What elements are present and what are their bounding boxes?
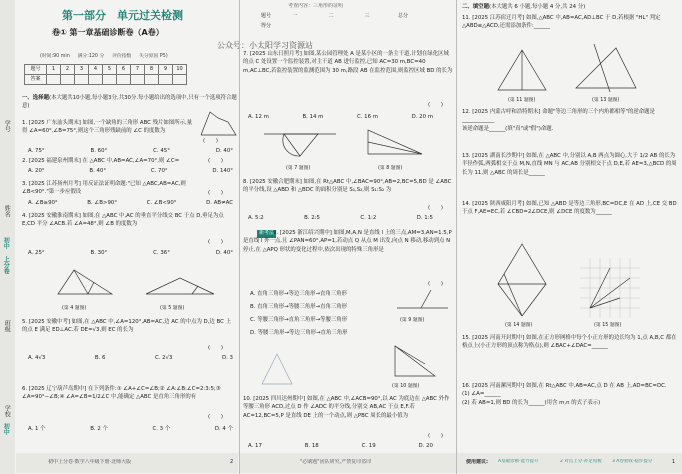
q1-bracket: ( ) <box>203 138 218 144</box>
q9-text: 9. [2025 浙江绍兴期中] 如图,M,A,N 是直线 l 上的三点,AM=3,AN=1.5,P 是直线 l 外一点,且 ∠PAN=60°,AP=1,若动点 Q 从点 M 出发,向点 N 移动,移动到点 N 停止,在 △APQ 形状的变化过程中,依次出现的特殊三角形是 <box>243 230 452 253</box>
q7-option: C. 16 m <box>356 114 378 120</box>
q1-option: B. 60° <box>90 148 108 154</box>
q1-text: 1. [2025 广东汕头期末] 如图,一个缺角的三角形 ABC 残片如图所示,量得 ∠A=60°,∠B=75°,则这个三角形残缺前的 ∠C 的度数为 <box>22 120 193 135</box>
q7-option: A. 12 m <box>248 114 269 120</box>
q5-option: D. 3 <box>221 355 233 361</box>
q9-option-d: D. 等腰三角形→等边三角形→直角三角形 <box>250 330 348 336</box>
fig11-caption: (第 11 题图) <box>508 98 536 103</box>
q5-option: A. 4√3 <box>28 355 46 361</box>
q15-stem: 15. [2025 河南开封期中] 如图,在正方形网格中每个小正方形的边长均为 1,点 A,B,C 都在格点上(小正方形的顶点称为格点),则 ∠BAC+∠DAC= <box>462 335 677 350</box>
q7-bracket: ( ) <box>428 102 443 108</box>
q5-bracket: ( ) <box>208 345 223 351</box>
q3-option: C. ∠B<90° <box>146 200 177 206</box>
q8-figure <box>360 124 430 160</box>
q16-stem: 16. [2025 河南漯河期中] 如图,在 Rt△ABC 中,AB=AC,点 D 在 AB 上,AD=BC=DC. <box>462 383 667 389</box>
q4-option: C. 36° <box>153 250 170 256</box>
exam-info: (时间:90 min 满分:120 分 评价指数 失分原因 P5) <box>40 54 168 59</box>
sidebar-logo-bottom: 上分卷 <box>2 256 10 274</box>
section-2-header <box>462 3 677 13</box>
q9-bracket: ( ) <box>428 281 443 287</box>
page-number-left: 2 <box>230 459 234 465</box>
q10-options <box>248 442 433 450</box>
usage-tag-1: A基础诊断·能力提升 <box>498 459 539 464</box>
q9-option-c: C. 等腰三角形→直角三角形→等腰三角形 <box>250 317 348 323</box>
section-1-title: 一、选择题 <box>22 95 49 101</box>
q10-option: C. 19 <box>361 443 376 449</box>
q8-options <box>248 214 433 222</box>
q11-text <box>462 14 677 40</box>
q14-text <box>462 200 677 236</box>
page-number-right: 1 <box>672 459 676 465</box>
q8-option: B. 2:5 <box>304 215 320 221</box>
q4-text: 4. [2025 安徽淮南期末] 如图,在 △ABC 中,AC 的垂直平分线交 BC 于点 D,垂足为点 E,CD 平分 ∠ACB.若 ∠A=48°,则 ∠B 的度数为 <box>22 213 224 228</box>
q16-text <box>462 382 677 444</box>
q3-option: B. ∠B>90° <box>87 200 118 206</box>
q10-icon <box>252 344 302 394</box>
q2-text: 2. [2025 福建泉州期末] 在 △ABC 中,AB=AC,∠A=70°,则 ∠C= <box>22 158 180 164</box>
q5-figure <box>140 264 220 304</box>
q3-option: D. AB≠AC <box>206 200 233 206</box>
sidebar-label-class: 班级 <box>3 320 11 332</box>
watermark-text: 公众号：小太阳学习资源站 <box>217 41 313 50</box>
fig14-caption: (第 14 题图) <box>505 323 533 328</box>
q7-options <box>248 113 433 121</box>
column-divider <box>239 0 240 474</box>
q2-bracket: ( ) <box>208 158 223 164</box>
answer-table-answer-label: 答案 <box>25 75 47 85</box>
q16-blank1: ______ <box>484 391 501 398</box>
q8-bracket: ( ) <box>428 205 443 211</box>
q4-bracket: ( ) <box>208 239 223 245</box>
q6-option: D. 4 个 <box>214 426 233 432</box>
q8-option: D. 1:5 <box>416 215 433 221</box>
q1-options <box>28 147 233 155</box>
q12-text <box>462 108 677 144</box>
q14-stem: 14. [2025 陕西咸阳月考] 如图,已知 △ABD 是等边三角形,BC=DC,E 在 AD 上,CE 交 BD 于点 F,AE=EC,若 ∠CBD=2∠DCE,则 ∠DCE 的度数为 <box>462 201 677 216</box>
q4-options <box>28 249 233 257</box>
q16-sub3: (用含 m,n 的式子表示) <box>544 399 601 406</box>
q9-option-a: A. 直角三角形→等边三角形→直角三角形 <box>250 291 347 297</box>
q2-option: C. 70° <box>150 168 168 174</box>
sidebar-logo-top: 初中 <box>2 237 10 249</box>
q8-option: A. 5:2 <box>248 215 264 221</box>
volume-title: 卷① 第一章基础诊断卷（A卷） <box>52 28 164 37</box>
q6-option: A. 1 个 <box>28 426 46 432</box>
topic-note: 考查内容：三角形的证明 <box>288 3 344 9</box>
q5-option: B. 6 <box>94 355 106 361</box>
q3-options <box>28 199 233 207</box>
fig9-caption: (第 9 题图) <box>400 318 425 323</box>
q9-option-b: B. 直角三角形→等腰三角形→直角三角形 <box>250 304 348 310</box>
usage-tag-2: 2 对点上分·补足短板 <box>560 459 602 464</box>
answer-table: 题号 1 2 3 4 5 6 7 8 9 10 答案 <box>24 64 187 85</box>
sidebar-logo-top-2: 初中 <box>2 423 10 435</box>
q16-sub2: (2) 若 AB=1,则 BD 的长为 <box>462 399 529 406</box>
q2-option: A. 20° <box>28 168 45 174</box>
q7-text: 7. [2025 山东日照月考] 如图,某公园管理处 A 是某小区的一条主干道,计划在绿化区域的点 C 处设置一个监控装置,对主干道 AB 进行监控,已知 AC=30 m,BC=40 m,AC⊥BC,若监控装置的监测范围为 30 m,路段 AB 在监控范围,则监控区域 BD 的长为 <box>243 51 453 74</box>
usage-tag-3: 3 A卷验收·稳步提分 <box>612 459 653 464</box>
q15-blank: ______ <box>591 343 608 350</box>
q1-option: A. 75° <box>28 148 45 154</box>
q15-figure <box>580 258 640 318</box>
q16-sub1: (1) ∠A= <box>462 391 485 398</box>
q12-line2: 该逆命题是 <box>462 125 489 132</box>
q5-text: 5. [2025 安徽中考] 如图,在 △ABC 中,∠A=120°,AB=AC,边 AC 的中点为 D,边 BC 上的点 E 满足 ED⊥AC.若 DE=√3,则 EC 的长为 <box>22 319 231 334</box>
answer-table-head: 题号 <box>25 65 47 75</box>
q4-option: B. 30° <box>90 250 108 256</box>
q4-option: A. 25° <box>28 250 45 256</box>
sidebar-label-id: 学号 <box>3 120 11 132</box>
q12-line3: (填"真"或"假")命题. <box>505 125 554 132</box>
q9-new-tag: 新考法 <box>259 230 275 236</box>
footer-mid-text: "必刷题"团队研究,严禁复印盗印 <box>300 459 372 465</box>
q1-option: D. 40° <box>215 148 233 154</box>
q5-options <box>28 354 233 362</box>
q6-bracket: ( ) <box>208 414 223 420</box>
fig7-caption: (第 7 题图) <box>286 166 311 171</box>
q15-text <box>462 334 677 378</box>
q13-text <box>462 152 677 196</box>
q13-figure <box>570 40 642 96</box>
q5-option: C. 2√3 <box>154 355 173 361</box>
q10-text: 10. [2025 四川达州期中] 如图,在 △ABC 中,∠ACB=90°,以 AC 为底边在 △ABC 外作等腰三角形 ACD,过点 D 作 ∠ADC 的平分线,分别交 AB,AC 于点 E,F.若 AC=12,BC=5,P 是直线 DE 上的一个动点,则 △PBC 周长的最小值为 <box>243 396 450 419</box>
fig15-caption: (第 15 题图) <box>594 323 622 328</box>
q8-text: 8. [2025 安徽合肥期末] 如图,在 Rt△ABC 中,∠BAC=90°,AB=2,BC=5,BD 是 ∠ABC 的平分线,设 △ABD 和 △BDC 的面积分别是 S₁,S₂,则 S₁:S₂ 为 <box>243 179 452 194</box>
sidebar-label-name: 姓名 <box>3 205 11 217</box>
q4-option: D. 40° <box>215 250 233 256</box>
footer-right-label: 使用建议: <box>466 459 488 465</box>
q6-text: 6. [2025 辽宁葫芦岛期中] 在下列条件:① ∠A+∠C=∠B;② ∠A:∠B:∠C=2:3:5;③ ∠A=90°−∠B;④ ∠A=∠B=1/2∠C 中,能确定 △ABC 是直角三角形的有 <box>22 386 221 401</box>
q11-figure <box>492 44 552 96</box>
q12-stem: 12. [2025 内蒙古呼和浩特期末] 命题"等边三角形的三个内角都相等"的逆命题是 <box>462 109 655 115</box>
page-divider <box>456 0 457 474</box>
q13-blank: ______ <box>528 169 545 176</box>
q6-option: C. 3 个 <box>152 426 171 432</box>
q7-figure <box>260 128 340 164</box>
q2-option: B. 40° <box>89 168 107 174</box>
fig13-caption: (第 13 题图) <box>592 98 620 103</box>
q2-options <box>28 167 233 175</box>
q10-option: A. 17 <box>248 443 262 449</box>
q1-figure <box>198 108 240 138</box>
q14-blank: ______ <box>595 209 612 216</box>
q3-option: A. ∠B≥90° <box>28 200 58 206</box>
q7-option: B. 14 m <box>302 114 324 120</box>
q1-option: C. 45° <box>153 148 170 154</box>
q14-figure <box>492 240 552 320</box>
q3-text: 3. [2025 江苏扬州月考] 用反证法证明命题:"已知 △ABC,AB=AC,则 ∠B<90°."第一步应假设 <box>22 181 186 196</box>
fig8-caption: (第 8 题图) <box>378 166 403 171</box>
q10-bracket: ( ) <box>428 433 443 439</box>
q10-figure <box>385 340 445 382</box>
q10-option: B. 18 <box>304 443 319 449</box>
q16-blank2: ______ <box>528 399 545 406</box>
fig4-caption: (第 4 题图) <box>62 306 87 311</box>
sidebar-label-school: 学校 <box>3 405 11 417</box>
fig10-caption: (第 10 题图) <box>392 384 420 389</box>
q4-figure <box>50 264 120 304</box>
q13-stem: 13. [2025 湖南长沙期中] 如图,在 △ABC 中,分别以 A,B 两点为圆心,大于 1/2 AB 的长为半径作弧,两弧相交于点 M,N,直线 MN 与 AC,AB 分别相交于点 D,E,若 AE=3,△BCD 的周长为 11,则 △ABC 的周长是 <box>462 153 677 176</box>
section-2-title: 二、填空题 <box>462 4 489 10</box>
footer-left-text: 初中上分卷·数学八年级下册·北师大版 <box>48 459 132 465</box>
q10-option: D. 20 <box>418 443 433 449</box>
q12-blank2: ______ <box>488 125 506 132</box>
q11-stem: 11. [2025 江苏宿迁月考] 如图,△ABC 中,AB=AC,AD⊥BC 于 D,若根据 "HL" 判定 △ABD≌△ACD,还需添加条件: <box>462 15 661 30</box>
q8-option: C. 1:2 <box>360 215 377 221</box>
part-title: 第一部分 单元过关检测 <box>62 9 183 22</box>
q6-option: B. 2 个 <box>90 426 108 432</box>
section-1-desc: (本大题共10小题,每小题3分,共30分.每小题给出的选项中,只有一个选项符合题意) <box>22 95 237 110</box>
q11-blank: ______ <box>533 23 550 30</box>
section-2-desc: (本大题共 6 小题,每小题 4 分,共 24 分) <box>488 4 586 10</box>
score-table: 题号 一 二 三 总分 得分 <box>260 13 408 30</box>
fig5-caption: (第 5 题图) <box>160 306 185 311</box>
q3-bracket: ( ) <box>208 190 223 196</box>
q2-option: D. 140° <box>212 168 233 174</box>
q6-options <box>28 425 233 433</box>
q12-blank: ____________ <box>462 117 495 124</box>
q7-option: D. 20 m <box>411 114 433 120</box>
